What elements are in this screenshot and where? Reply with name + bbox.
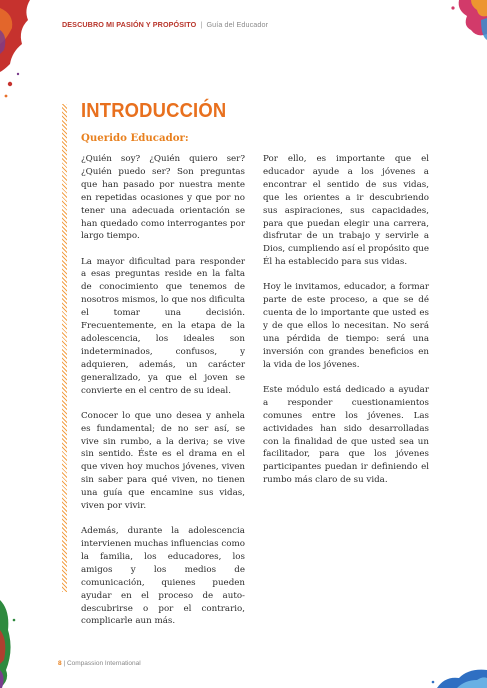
footer-publisher: Compassion International [66,660,141,667]
decorative-dotted-rule [62,104,67,592]
paint-splash-bottom-left [0,590,30,688]
salutation: Querido Educador: [81,132,189,144]
right-column [263,153,429,499]
running-header-subtitle: Guía del Educador [206,20,269,29]
running-header-separator: | [200,20,203,29]
paragraph: La mayor dificultad para responder a esas preguntas reside en la falta de conocimiento que tenemos de nosotros mismos, lo que nos dificulta el tomar una decisión. Frecuentemente, en la etapa de la adolescencia, los ideales son indeterminados, confusos, y adquieren, además, un carácter generalizado, ya que el joven se convierte en el centro de su ideal. [81,256,245,396]
left-column [81,153,245,641]
paragraph: Hoy le invitamos, educador, a formar parte de este proceso, a que se dé cuenta de lo importante que usted es y de que ellos lo necesitan. No será una pérdida de tiempo: será una inversión con grandes beneficios en la vida de los jóvenes. [263,282,429,370]
paragraph: Conocer lo que uno desea y anhela es fundamental; de no ser así, se vive sin rumbo, a la deriva; se vive sin sentido. Éste es el drama en el que viven hoy muchos jóvenes, viven sin saber para qué viven, no tienen una guía que encamine sus vidas, viven por vivir. [81,410,245,512]
paragraph: ¿Quién soy? ¿Quién quiero ser? ¿Quién puedo ser? Son preguntas que han pasado por nuestra mente en repetidas ocasiones y que por no tener una adecuada orientación se han quedado como interrogantes por largo tiempo. [81,154,245,242]
paint-splash-top-left [0,0,40,110]
running-header-title: DESCUBRO MI PASIÓN Y PROPÓSITO [62,20,197,29]
paragraph: Por ello, es importante que el educador ayude a los jóvenes a encontrar el sentido de sus vidas, que les orientes a ir descubriendo sus aspiraciones, sus capacidades, para que puedan elegir una carrera, disfrutar de un trabajo y servirle a Dios, cumpliendo así el propósito que Él ha establecido para sus vidas. [263,154,429,268]
footer-separator: | [63,660,66,667]
paint-splash-top-right [437,0,487,48]
paragraph: Además, durante la adolescencia intervienen muchas influencias como la familia, los educadores, los amigos y los medios de comunicación, quienes pueden ayudar en el proceso de auto-descubrirse o por el contrario, complicarle aun más. [81,526,245,627]
paint-splash-bottom-right [427,664,487,688]
page-number: 8 [58,660,62,667]
section-heading: INTRODUCCIÓN [81,100,227,122]
paragraph: Este módulo está dedicado a ayudar a responder cuestionamientos comunes entre los jóvenes. Las actividades han sido desarrolladas con la finalidad de que usted sea un facilitador, para que los jóvenes participantes puedan ir definiendo el rumbo más claro de su vida. [263,384,429,486]
page-footer [58,660,141,667]
running-header [62,20,268,29]
